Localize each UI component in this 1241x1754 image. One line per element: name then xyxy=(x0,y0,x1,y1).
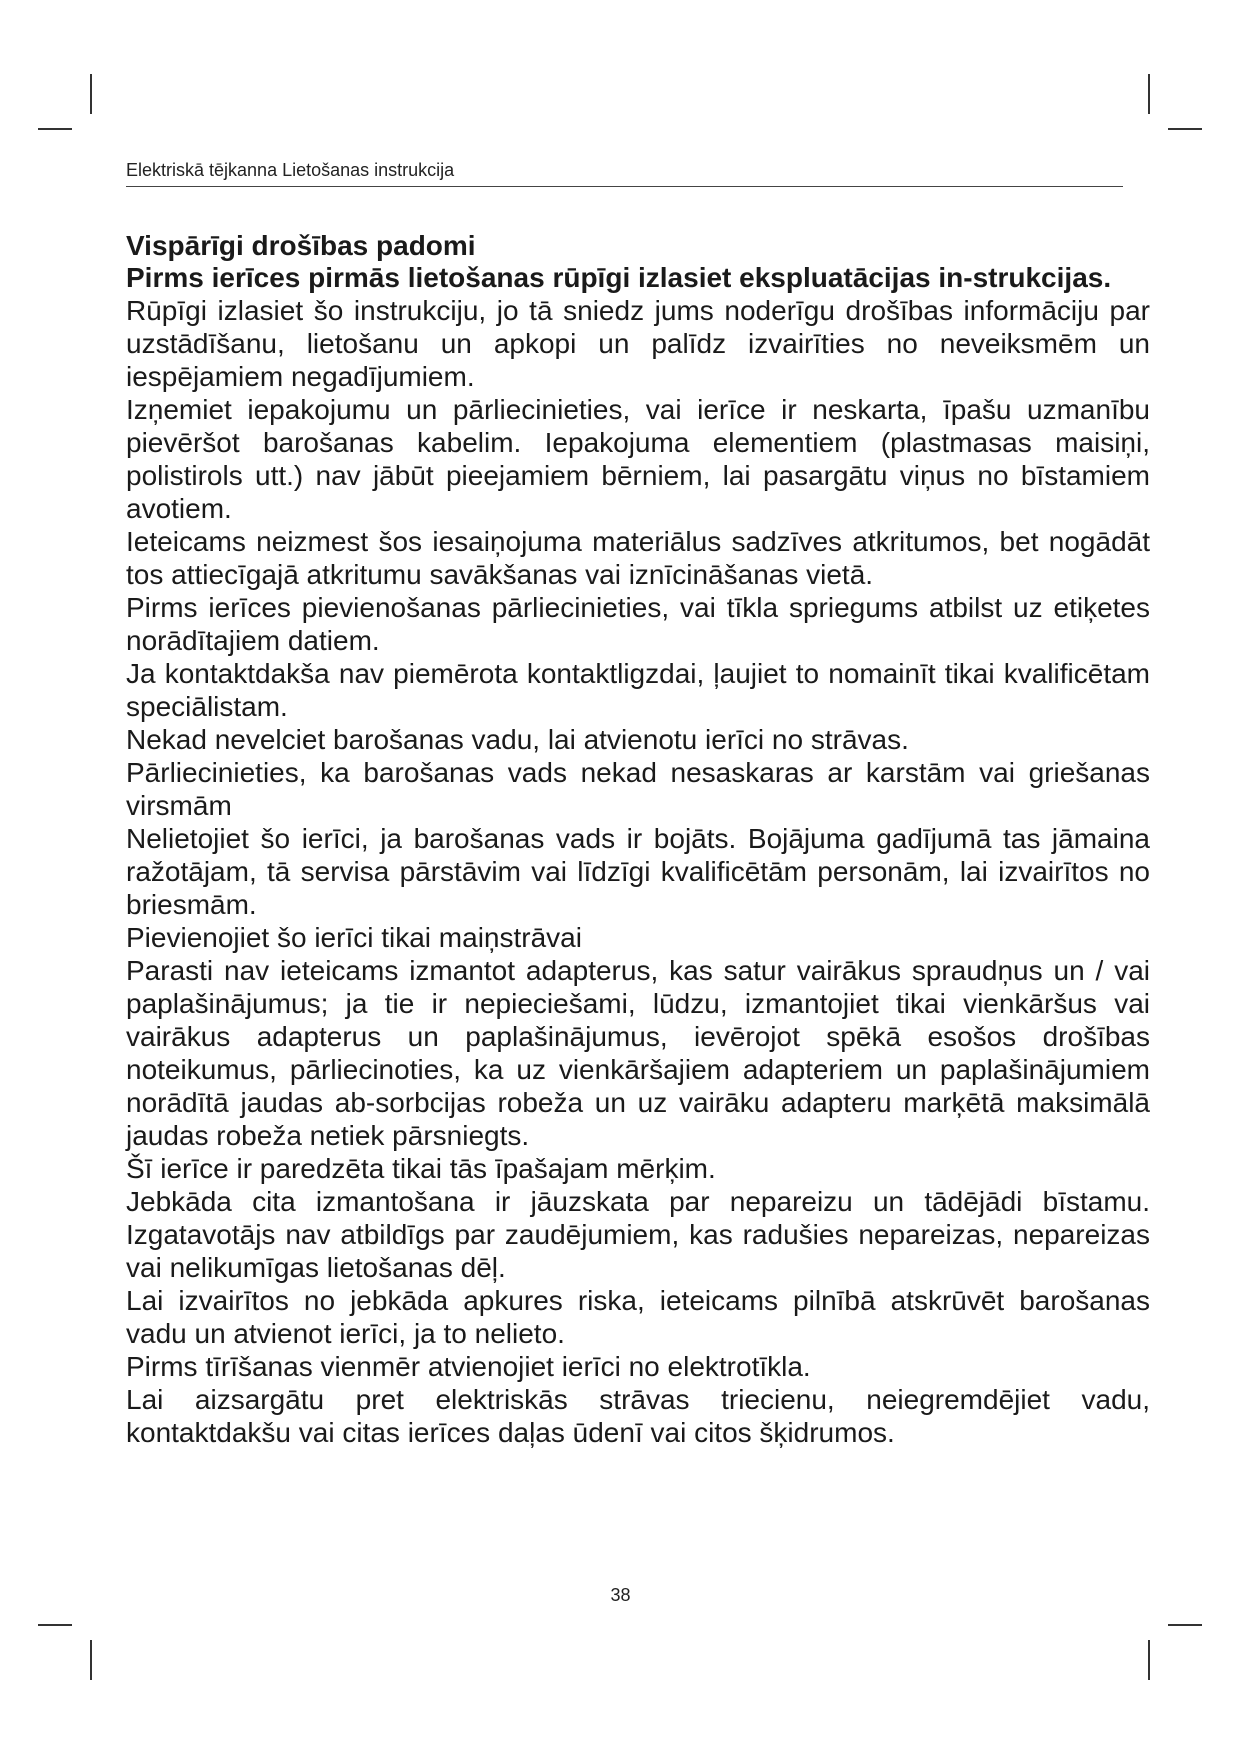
section-subtitle: Pirms ierīces pirmās lietošanas rūpīgi izlasiet ekspluatācijas in-strukcijas. xyxy=(126,262,1112,293)
safety-paragraph: Lai aizsargātu pret elektriskās strāvas triecienu, neiegremdējiet vadu, kontaktdakšu vai citas ierīces daļas ūdenī vai citos šķidrumos. xyxy=(126,1384,1150,1448)
crop-mark-bottom-left-vertical xyxy=(90,1640,92,1680)
safety-paragraph: Ieteicams neizmest šos iesaiņojuma materiālus sadzīves atkritumos, bet nogādāt tos attiecīgajā atkritumu savākšanas vai iznīcināšanas vietā. xyxy=(126,526,1150,590)
safety-paragraph: Rūpīgi izlasiet šo instrukciju, jo tā sniedz jums noderīgu drošības informāciju par uzstādīšanu, lietošanu un apkopi un palīdz izvairīties no neveiksmēm un iespējamiem negadījumiem. xyxy=(126,295,1150,392)
crop-mark-top-left-horizontal xyxy=(38,128,72,130)
crop-mark-top-right-horizontal xyxy=(1168,128,1202,130)
safety-paragraph: Pievienojiet šo ierīci tikai maiņstrāvai xyxy=(126,922,582,953)
crop-mark-bottom-right-horizontal xyxy=(1168,1624,1202,1626)
safety-paragraph: Jebkāda cita izmantošana ir jāuzskata par nepareizu un tādējādi bīstamu. Izgatavotājs nav atbildīgs par zaudējumiem, kas radušies nepareizas, nepareizas vai nelikumīgas lietošanas dēļ. xyxy=(126,1186,1150,1283)
safety-paragraph: Pirms ierīces pievienošanas pārliecinieties, vai tīkla spriegums atbilst uz etiķetes norādītajiem datiem. xyxy=(126,592,1150,656)
safety-paragraphs xyxy=(126,294,1150,1449)
safety-paragraph: Pārliecinieties, ka barošanas vads nekad nesaskaras ar karstām vai griešanas virsmām xyxy=(126,757,1150,821)
crop-mark-top-right-vertical xyxy=(1148,74,1150,114)
header-rule xyxy=(126,186,1123,187)
crop-mark-top-left-vertical xyxy=(90,74,92,114)
safety-paragraph: Šī ierīce ir paredzēta tikai tās īpašajam mērķim. xyxy=(126,1153,716,1184)
section-title: Vispārīgi drošības padomi xyxy=(126,230,476,261)
crop-mark-bottom-left-horizontal xyxy=(38,1624,72,1626)
safety-paragraph: Nelietojiet šo ierīci, ja barošanas vads ir bojāts. Bojājuma gadījumā tas jāmaina ražotājam, tā servisa pārstāvim vai līdzīgi kvalificētām personām, lai izvairītos no briesmām. xyxy=(126,823,1150,920)
safety-paragraph: Izņemiet iepakojumu un pārliecinieties, vai ierīce ir neskarta, īpašu uzmanību pievēršot barošanas kabelim. Iepakojuma elementiem (plastmasas maisiņi, polistirols utt.) nav jābūt pieejamiem bērniem, lai pasargātu viņus no bīstamiem avotiem. xyxy=(126,394,1150,524)
page-number: 38 xyxy=(610,1585,631,1605)
safety-paragraph: Parasti nav ieteicams izmantot adapterus, kas satur vairākus spraudņus un / vai paplašinājumus; ja tie ir nepieciešami, lūdzu, izmantojiet tikai vienkāršus vai vairākus adapterus un paplašinājumus, ievērojot spēkā esošos drošības noteikumus, pārliecinoties, ka uz vienkāršajiem adapteriem un paplašinājumiem norādītā jaudas ab-sorbcijas robeža un uz vairāku adapteru marķētā maksimālā jaudas robeža netiek pārsniegts. xyxy=(126,955,1150,1151)
safety-paragraph: Lai izvairītos no jebkāda apkures riska, ieteicams pilnībā atskrūvēt barošanas vadu un atvienot ierīci, ja to nelieto. xyxy=(126,1285,1150,1349)
safety-paragraph: Ja kontaktdakša nav piemērota kontaktligzdai, ļaujiet to nomainīt tikai kvalificētam speciālistam. xyxy=(126,658,1150,722)
page-content xyxy=(126,230,1150,1449)
safety-paragraph: Pirms tīrīšanas vienmēr atvienojiet ierīci no elektrotīkla. xyxy=(126,1351,811,1382)
running-header: Elektriskā tējkanna Lietošanas instrukcija xyxy=(126,160,455,180)
crop-mark-bottom-right-vertical xyxy=(1148,1640,1150,1680)
safety-paragraph: Nekad nevelciet barošanas vadu, lai atvienotu ierīci no strāvas. xyxy=(126,724,909,755)
